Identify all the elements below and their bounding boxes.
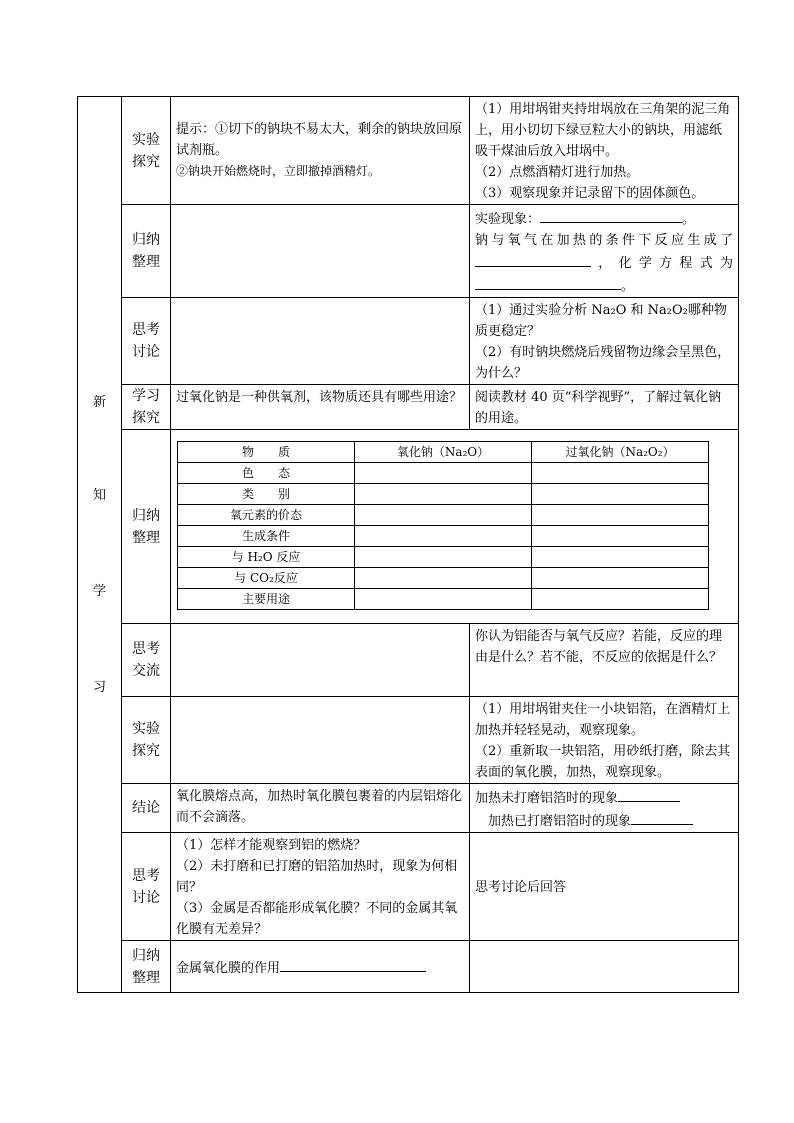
header-cell: 物 质	[178, 442, 355, 463]
row-label-line: 归纳	[132, 232, 160, 248]
reading-cell	[470, 385, 739, 430]
row-label	[122, 385, 171, 430]
row-label-line: 整理	[132, 969, 160, 986]
question-cell	[171, 385, 470, 430]
answer-cell[interactable]	[532, 526, 709, 547]
punct: 。	[621, 279, 635, 294]
summary-label: 金属氧化膜的作用	[176, 961, 281, 976]
row-label-line: 交流	[132, 663, 160, 679]
empty-cell	[171, 697, 470, 784]
row-header: 色 态	[178, 463, 355, 484]
row-label	[122, 430, 171, 624]
answer-note-cell	[470, 833, 739, 941]
row-label	[122, 97, 171, 205]
answer-blank[interactable]	[475, 251, 591, 267]
step-text: （1）用坩埚钳夹持坩埚放在三角架的泥三角上，用小切切下绿豆粒大小的钠块，用滤纸吸干煤油后放入坩埚中。	[475, 102, 731, 159]
summary-cell	[171, 941, 470, 993]
row-label-line: 实验	[132, 131, 160, 148]
question-cell	[470, 298, 739, 385]
section-char: 知	[92, 487, 106, 503]
row-label-line: 整理	[132, 529, 160, 546]
row-label	[122, 697, 171, 784]
row-label-line: 学习	[132, 388, 160, 404]
answer-cell[interactable]	[532, 589, 709, 610]
empty-cell	[470, 941, 739, 993]
reading-text: 阅读教材 40 页“科学视野”，了解过氧化钠的用途。	[475, 390, 722, 426]
empty-cell	[171, 205, 470, 298]
answer-cell[interactable]	[532, 505, 709, 526]
punct: 。	[682, 212, 696, 227]
row-label	[122, 298, 171, 385]
row-header: 主要用途	[178, 589, 355, 610]
observation-label: 实验现象：	[475, 212, 541, 227]
row-label	[122, 784, 171, 833]
question-text: 过氧化钠是一种供氧剂，该物质还具有哪些用途？	[176, 390, 463, 405]
answer-note: 思考讨论后回答	[475, 880, 567, 895]
question-text: （2）有时钠块燃烧后残留物边缘会呈黑色，为什么？	[475, 345, 731, 381]
row-header: 氧元素的价态	[178, 505, 355, 526]
answer-blank[interactable]	[540, 207, 682, 223]
row-header: 与 CO₂反应	[178, 568, 355, 589]
row-label-line: 讨论	[132, 344, 160, 360]
row-label	[122, 833, 171, 941]
answer-cell[interactable]	[532, 484, 709, 505]
question-cell	[470, 624, 739, 697]
row-header: 生成条件	[178, 526, 355, 547]
steps-cell	[470, 97, 739, 205]
row-label	[122, 205, 171, 298]
question-text: （2）未打磨和已打磨的铝箔加热时，现象为何相同？	[176, 859, 458, 895]
row-label-line: 整理	[132, 254, 160, 270]
question-text: （1）通过实验分析 Na₂O 和 Na₂O₂哪种物质更稳定？	[475, 303, 727, 339]
answer-cell[interactable]	[355, 589, 532, 610]
table-row	[178, 526, 709, 547]
header-cell: 过氧化钠（Na₂O₂）	[532, 442, 709, 463]
question-text: （3）金属是否都能形成氧化膜？不同的金属其氧化膜有无差异？	[176, 901, 458, 937]
hint-cell	[171, 97, 470, 205]
empty-cell	[171, 298, 470, 385]
row-label-line: 思考	[132, 641, 160, 657]
answer-blank[interactable]	[631, 809, 693, 825]
question-text: 你认为铝能否与氧气反应？若能，反应的理由是什么？若不能，不反应的依据是什么？	[475, 629, 723, 665]
hint-text: 提示：①切下的钠块不易太大，剩余的钠块放回原试剂瓶。	[176, 122, 463, 158]
table-row	[178, 484, 709, 505]
observation-cell	[470, 205, 739, 298]
table-row	[178, 547, 709, 568]
question-text: （1）怎样才能观察到铝的燃烧？	[176, 838, 367, 853]
section-label	[78, 97, 122, 993]
comparison-cell	[171, 430, 739, 624]
answer-cell[interactable]	[532, 568, 709, 589]
row-label-line: 探究	[132, 153, 160, 170]
table-row	[178, 463, 709, 484]
step-text: （3）观察现象并记录留下的固体颜色。	[475, 186, 705, 201]
step-text: （1）用坩埚钳夹住一小块铝箔，在酒精灯上加热并轻轻晃动，观察现象。	[475, 702, 731, 738]
row-label-line: 探究	[132, 743, 160, 759]
answer-cell[interactable]	[355, 547, 532, 568]
answer-cell[interactable]	[355, 463, 532, 484]
answer-blank[interactable]	[280, 956, 426, 972]
section-char: 新	[92, 394, 106, 410]
table-row	[178, 568, 709, 589]
row-label-line: 实验	[132, 721, 160, 737]
lesson-table	[77, 96, 739, 993]
conclusion-text: 氧化膜熔点高，加热时氧化膜包裹着的内层铝熔化而不会滴落。	[176, 789, 463, 825]
comparison-table	[177, 441, 709, 610]
answer-cell[interactable]	[355, 526, 532, 547]
row-label-line: 探究	[132, 410, 160, 426]
conclusion-cell	[171, 784, 470, 833]
answer-cell[interactable]	[355, 568, 532, 589]
table-row	[178, 589, 709, 610]
phenomenon-cell	[470, 784, 739, 833]
step-text: （2）点燃酒精灯进行加热。	[475, 165, 640, 180]
row-label	[122, 941, 171, 993]
phenomenon-label: 加热已打磨铝箔时的现象	[488, 814, 632, 829]
section-char: 习	[92, 679, 106, 695]
table-row	[178, 505, 709, 526]
equation-label: ，化学方程式为	[591, 256, 733, 271]
row-header: 类 别	[178, 484, 355, 505]
row-header: 与 H₂O 反应	[178, 547, 355, 568]
header-cell: 氧化钠（Na₂O）	[355, 442, 532, 463]
phenomenon-label: 加热未打磨铝箔时的现象	[475, 791, 619, 806]
answer-blank[interactable]	[475, 274, 621, 290]
row-label-line: 归纳	[132, 507, 160, 524]
row-label-line: 结论	[132, 800, 160, 816]
empty-cell	[171, 624, 470, 697]
answer-blank[interactable]	[618, 786, 680, 802]
table-header	[178, 442, 709, 463]
answer-cell[interactable]	[355, 505, 532, 526]
hint-text: ②钠块开始燃烧时，立即撤掉酒精灯。	[176, 164, 381, 178]
row-label-line: 思考	[132, 867, 160, 884]
question-cell	[171, 833, 470, 941]
answer-cell[interactable]	[355, 484, 532, 505]
row-label	[122, 624, 171, 697]
answer-cell[interactable]	[532, 463, 709, 484]
steps-cell	[470, 697, 739, 784]
row-label-line: 归纳	[132, 947, 160, 964]
reaction-text: 钠与氧气在加热的条件下反应生成了	[475, 233, 733, 248]
step-text: （2）重新取一块铝箔，用砂纸打磨，除去其表面的氧化膜，加热，观察现象。	[475, 744, 731, 780]
answer-cell[interactable]	[532, 547, 709, 568]
section-char: 学	[92, 583, 106, 599]
row-label-line: 思考	[132, 322, 160, 338]
row-label-line: 讨论	[132, 889, 160, 906]
